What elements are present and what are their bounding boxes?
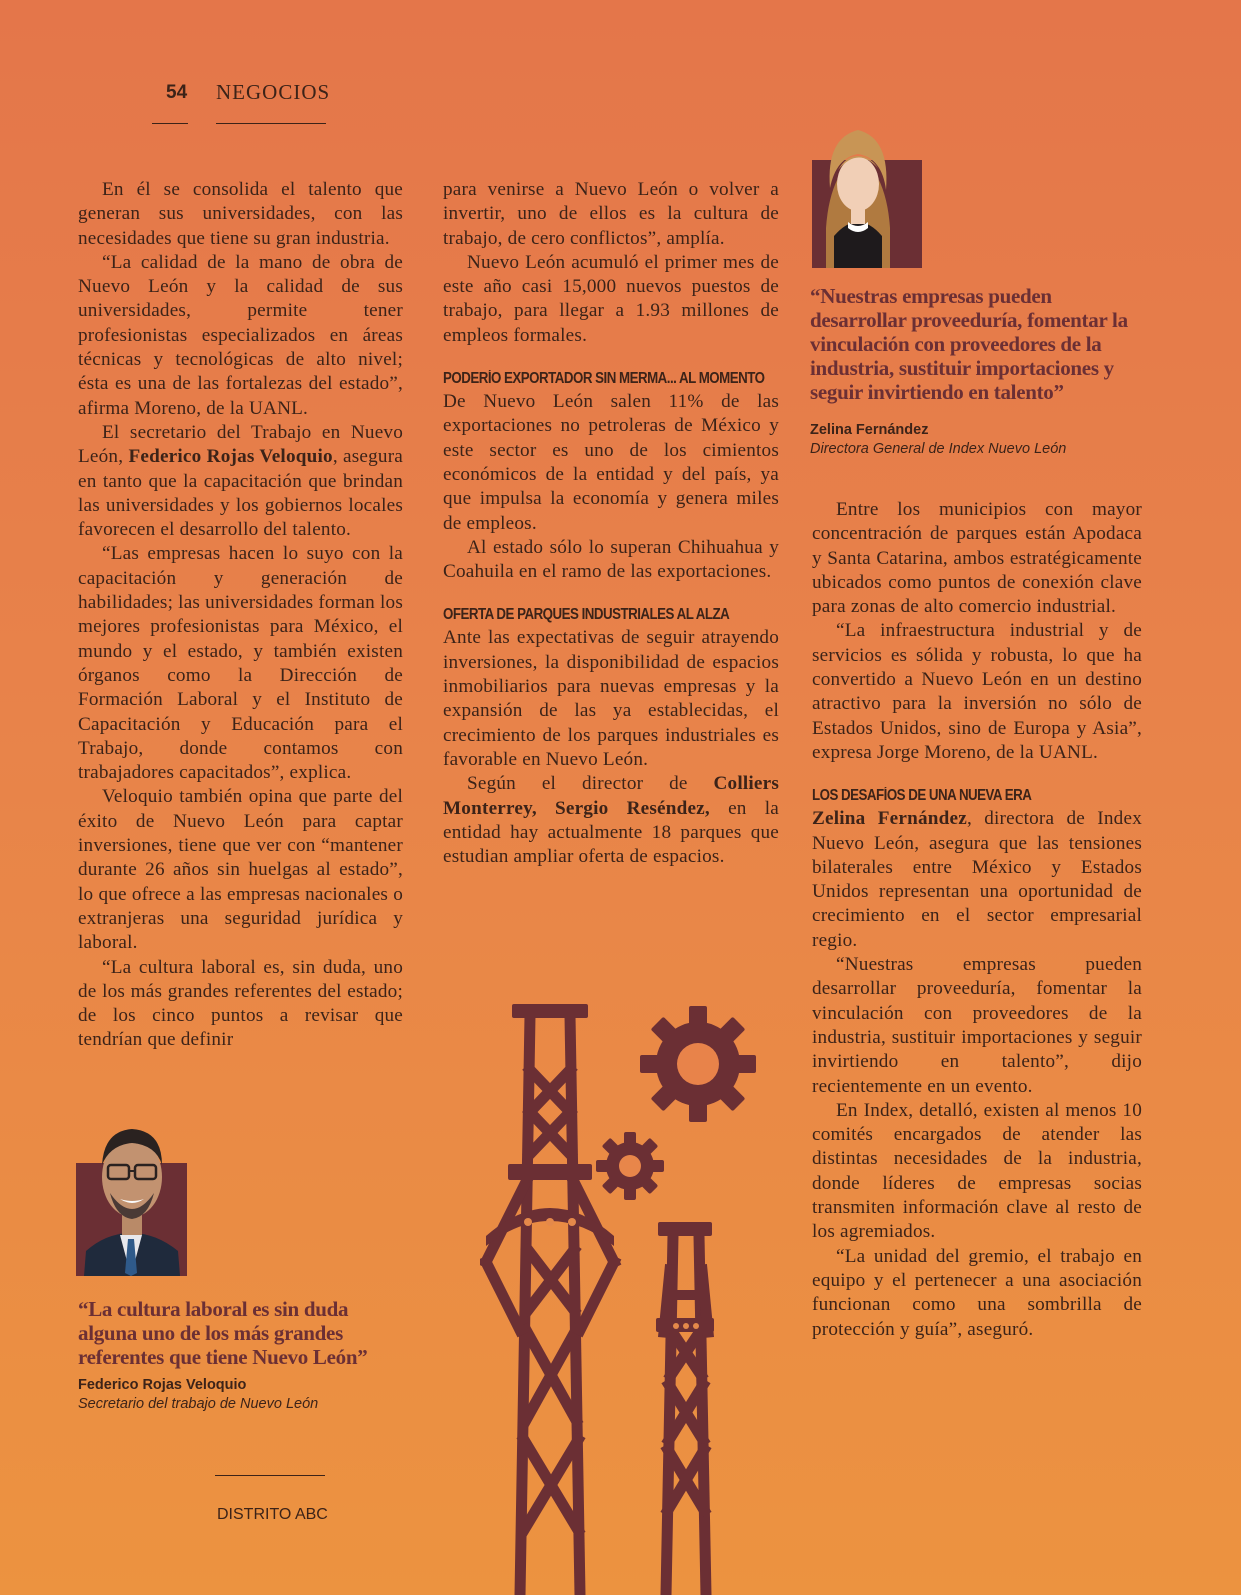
footer-rule — [215, 1475, 325, 1476]
page-number-rule — [152, 123, 188, 124]
paragraph: Al estado sólo lo superan Chihuahua y Coahuila en el ramo de las exportaciones. — [443, 536, 779, 583]
oil-rigs-illustration — [480, 1000, 790, 1595]
section-heading: PODERÍO EXPORTADOR SIN MERMA... AL MOMENTO — [443, 370, 765, 388]
paragraph: Según el director de Colliers Monterrey, Sergio Reséndez, en la entidad hay actualmente 18 parques que estudian ampliar oferta de espacios. — [443, 773, 780, 868]
quote-author-name: Zelina Fernández — [810, 422, 929, 438]
article-column-1 — [78, 178, 403, 1053]
section-rule — [216, 123, 326, 124]
paragraph: para venirse a Nuevo León o volver a invertir, uno de ellos es la cultura de trabajo, de cero conflictos”, amplía. — [443, 179, 779, 249]
federico-rojas-portrait — [76, 1113, 187, 1276]
paragraph: “La cultura laboral es, sin duda, uno de los más grandes referentes del estado; de los cinco puntos a revisar que tendrían que definir — [78, 956, 403, 1051]
page-number: 54 — [166, 82, 188, 103]
section-title: NEGOCIOS — [216, 80, 331, 104]
paragraph: “La infraestructura industrial y de servicios es sólida y robusta, lo que ha convertido a Nuevo León en un destino atractivo para la inversión no sólo de Estados Unidos, sino de Europa y Asia”, expresa Jorge Moreno, de la UANL. — [812, 620, 1142, 763]
section-heading: LOS DESAFÍOS DE UNA NUEVA ERA — [812, 787, 1032, 805]
paragraph: Entre los municipios con mayor concentración de parques están Apodaca y Santa Catarina, ambos estratégicamente ubicados como puntos de conexión clave para zonas de alto comercio industrial. — [812, 499, 1142, 618]
publication-name: DISTRITO ABC — [217, 1506, 328, 1523]
paragraph: El secretario del Trabajo en Nuevo León, Federico Rojas Veloquio, asegura en tanto que la capacitación que brindan las universidades y los gobiernos locales favorecen el desarrollo del talento. — [78, 421, 404, 541]
company-name: Colliers Monterrey, Sergio Reséndez, — [443, 773, 780, 819]
paragraph: “La calidad de la mano de obra de Nuevo León y la calidad de sus universidades, permite tener profesionistas especializados en áreas técnicas y tecnológicas de alto nivel; ésta es una de las fortalezas del estado”, afirma Moreno, de la UANL. — [78, 251, 403, 419]
article-column-3 — [812, 498, 1142, 1342]
paragraph: Veloquio también opina que parte del éxito de Nuevo León para captar inversiones, tiene que ver con “mantener durante 26 años sin huelgas al estado”, lo que ofrece a las empresas nacionales o extranjeras una seguridad jurídica y laboral. — [78, 786, 403, 954]
paragraph: Ante las expectativas de seguir atrayendo inversiones, la disponibilidad de espacios inmobiliarios para nuevas empresas y la expansión de las ya establecidas, el crecimiento de los parques industriales es favorable en Nuevo León. — [443, 627, 779, 770]
article-column-2 — [443, 178, 779, 869]
pull-quote: “La cultura laboral es sin duda alguna uno de los más grandes referentes que tiene Nuevo León” — [78, 1297, 368, 1369]
paragraph: Nuevo León acumuló el primer mes de este año casi 15,000 nuevos puestos de trabajo, para llegar a 1.93 millones de empleos formales. — [443, 251, 779, 346]
quote-author-role: Directora General de Index Nuevo León — [810, 441, 1067, 457]
person-name: Zelina Fernández — [812, 808, 967, 830]
quote-author-role: Secretario del trabajo de Nuevo León — [78, 1396, 319, 1412]
zelina-fernandez-portrait — [808, 118, 908, 270]
quote-author-name: Federico Rojas Veloquio — [78, 1377, 247, 1393]
person-name: Federico Rojas Veloquio — [128, 446, 333, 468]
paragraph: Zelina Fernández, directora de Index Nuevo León, asegura que las tensiones bilaterales entre México y Estados Unidos representan una oportunidad de crecimiento en el sector empresarial regio. — [812, 808, 1142, 951]
paragraph: En Index, detalló, existen al menos 10 comités encargados de atender las distintas necesidades de la industria, donde líderes de empresas socias transmiten información clave al resto de los agremiados. — [812, 1099, 1142, 1243]
paragraph: “La unidad del gremio, el trabajo en equipo y el pertenecer a una asociación funcionan como una sombrilla de protección y guía”, aseguró. — [812, 1245, 1142, 1340]
section-heading: OFERTA DE PARQUES INDUSTRIALES AL ALZA — [443, 606, 730, 624]
paragraph: “Las empresas hacen lo suyo con la capacitación y generación de habilidades; las universidades forman los mejores profesionistas para México, el mundo y el estado, y también existen órganos como la Dirección de Formación Laboral y el Instituto de Capacitación y Educación para el Trabajo, donde contamos con trabajadores capacitados”, explica. — [78, 543, 403, 784]
paragraph: En él se consolida el talento que generan sus universidades, con las necesidades que tiene su gran industria. — [78, 179, 403, 249]
pull-quote: “Nuestras empresas pueden desarrollar proveeduría, fomentar la vinculación con proveedores de la industria, sustituir importaciones y seguir invirtiendo en talento” — [810, 284, 1128, 404]
paragraph: De Nuevo León salen 11% de las exportaciones no petroleras de México y este sector es uno de los cimientos económicos de la entidad y del país, ya que impulsa la economía y genera miles de empleos. — [443, 391, 779, 534]
paragraph: “Nuestras empresas pueden desarrollar proveeduría, fomentar la vinculación con proveedores de la industria, sustituir importaciones y seguir invirtiendo en talento”, dijo recientemente en un evento. — [812, 954, 1142, 1097]
